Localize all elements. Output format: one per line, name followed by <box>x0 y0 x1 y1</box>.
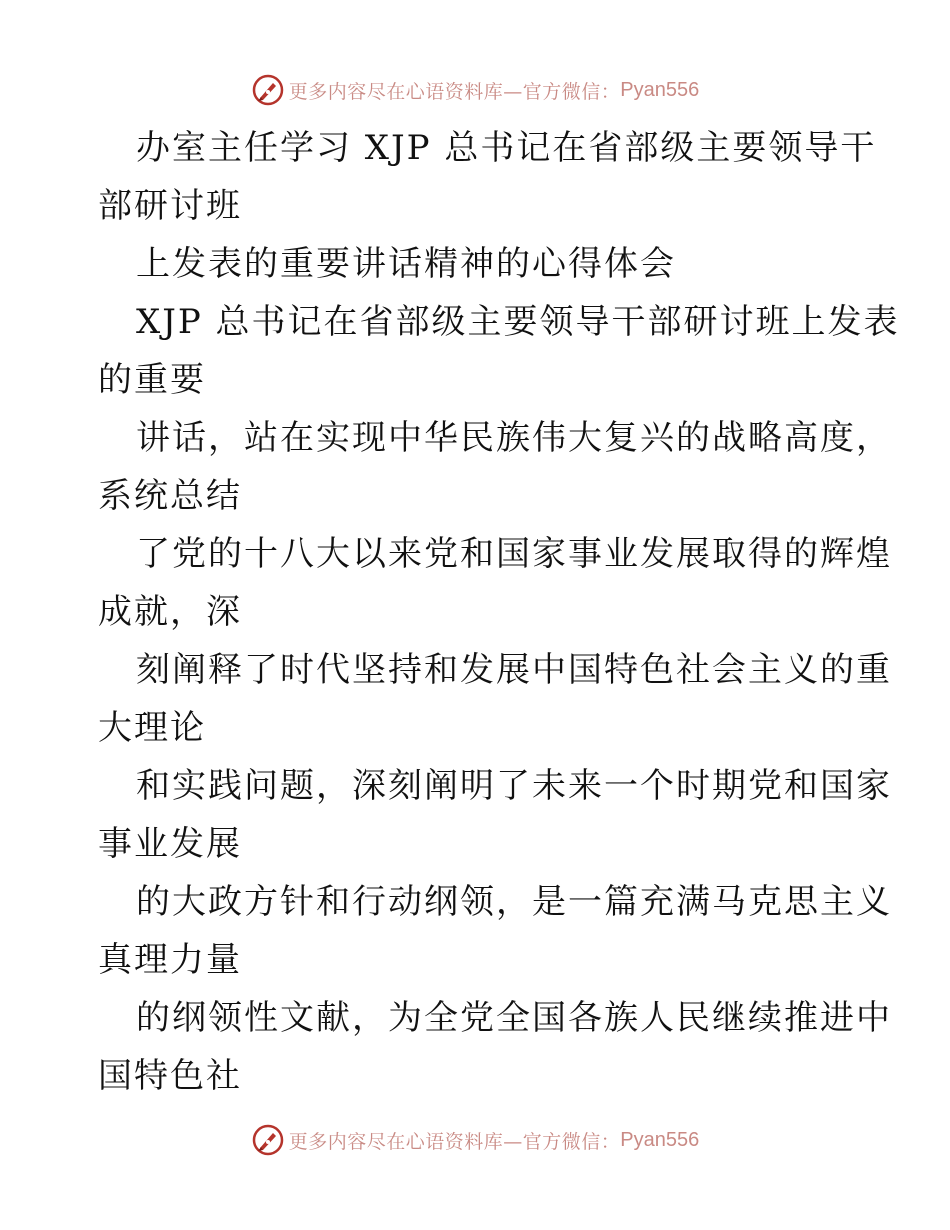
text-line: 事业发展 <box>98 824 242 864</box>
text-line: 成就，深 <box>98 592 242 632</box>
pen-logo-icon <box>251 73 285 107</box>
text-line: 讲话，站在实现中华民族伟大复兴的战略高度， <box>136 418 892 458</box>
watermark-handle: Pyan556 <box>620 1128 700 1151</box>
text-line: 的重要 <box>98 360 206 400</box>
text-line: 大理论 <box>98 708 206 748</box>
text-line: 的纲领性文献，为全党全国各族人民继续推进中 <box>136 998 892 1038</box>
text-line: 刻阐释了时代坚持和发展中国特色社会主义的重 <box>136 650 892 690</box>
text-line: 上发表的重要讲话精神的心得体会 <box>136 244 676 284</box>
header-watermark <box>0 70 950 110</box>
watermark-text: 更多内容尽在心语资料库—官方微信： <box>288 1130 621 1153</box>
pen-logo-icon <box>251 1123 285 1157</box>
text-line: 办室主任学习 XJP 总书记在省部级主要领导干 <box>136 128 877 168</box>
text-line: 和实践问题，深刻阐明了未来一个时期党和国家 <box>136 766 892 806</box>
text-line: 的大政方针和行动纲领，是一篇充满马克思主义 <box>136 882 892 922</box>
footer-watermark <box>0 1120 950 1160</box>
text-line: 部研讨班 <box>98 186 242 226</box>
text-line: XJP 总书记在省部级主要领导干部研讨班上发表 <box>136 302 900 342</box>
text-line: 了党的十八大以来党和国家事业发展取得的辉煌 <box>136 534 892 574</box>
watermark-handle: Pyan556 <box>620 78 700 101</box>
text-line: 系统总结 <box>98 476 242 516</box>
text-line: 国特色社 <box>98 1056 242 1096</box>
watermark-text: 更多内容尽在心语资料库—官方微信： <box>288 80 621 103</box>
text-line: 真理力量 <box>98 940 242 980</box>
